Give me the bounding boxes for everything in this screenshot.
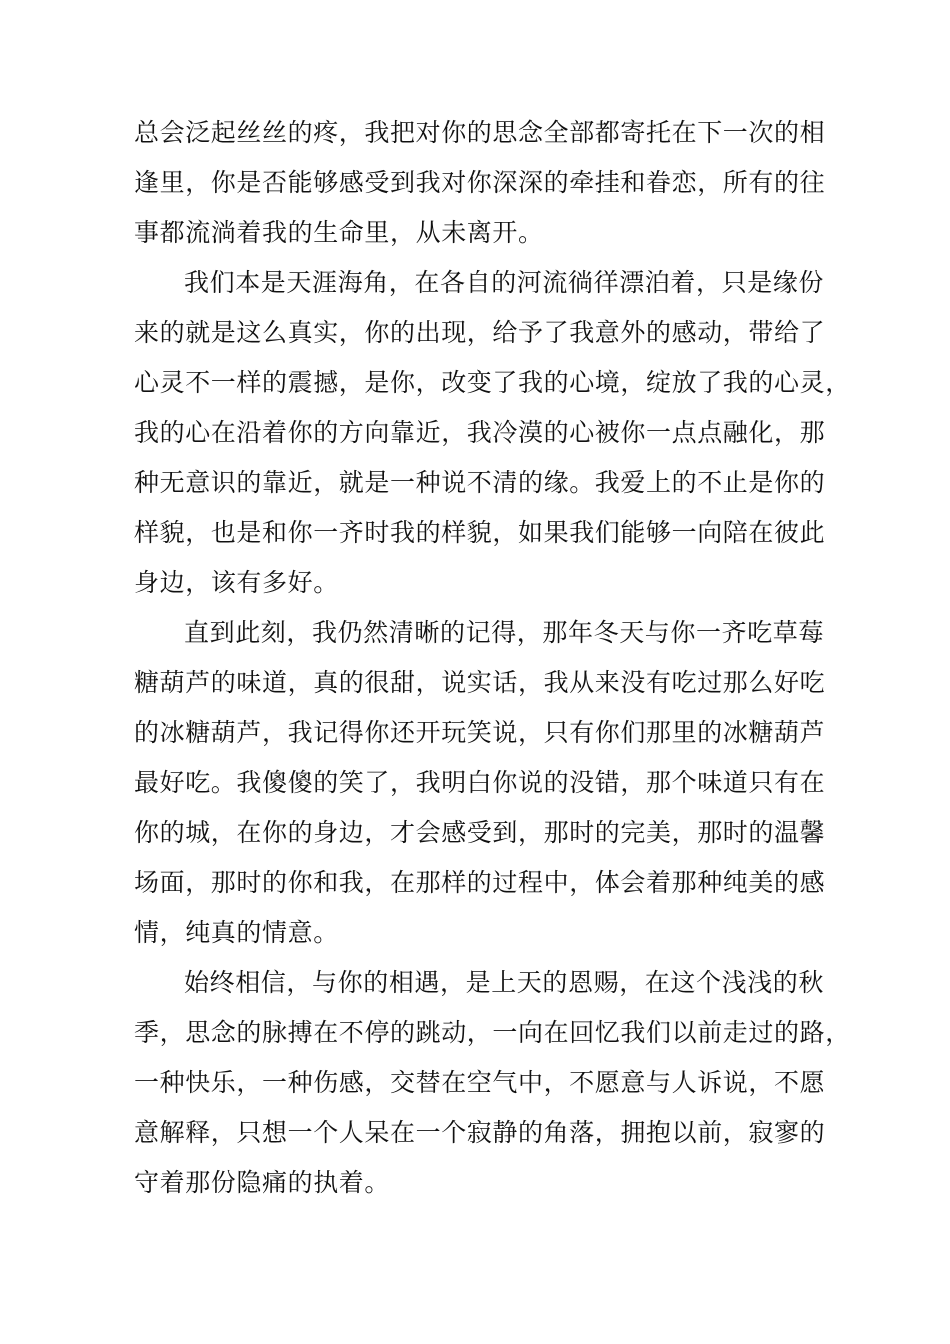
text-line: 心灵不一样的震撼，是你，改变了我的心境，绽放了我的心灵，: [134, 368, 851, 397]
paragraph-first-line: 我们本是天涯海角，在各自的河流徜徉漂泊着，只是缘份: [184, 268, 825, 297]
paragraph-first-line: 直到此刻，我仍然清晰的记得，那年冬天与你一齐吃草莓: [184, 618, 825, 647]
text-line: 逢里，你是否能够感受到我对你深深的牵挂和眷恋，所有的往: [134, 168, 826, 197]
text-line: 的冰糖葫芦，我记得你还开玩笑说，只有你们那里的冰糖葫芦: [134, 718, 826, 747]
text-line: 一种快乐，一种伤感，交替在空气中，不愿意与人诉说，不愿: [134, 1068, 826, 1097]
text-line: 糖葫芦的味道，真的很甜，说实话，我从来没有吃过那么好吃: [134, 668, 826, 697]
text-line: 来的就是这么真实，你的出现，给予了我意外的感动，带给了: [134, 318, 826, 347]
text-line: 季，思念的脉搏在不停的跳动，一向在回忆我们以前走过的路，: [134, 1018, 851, 1047]
text-line: 样貌，也是和你一齐时我的样貌，如果我们能够一向陪在彼此: [134, 518, 826, 547]
text-line: 守着那份隐痛的执着。: [134, 1168, 391, 1197]
text-line: 总会泛起丝丝的疼，我把对你的思念全部都寄托在下一次的相: [134, 118, 826, 147]
paragraph-first-line: 始终相信，与你的相遇，是上天的恩赐，在这个浅浅的秋: [184, 968, 825, 997]
text-line: 我的心在沿着你的方向靠近，我冷漠的心被你一点点融化，那: [134, 418, 826, 447]
text-line: 身边，该有多好。: [134, 568, 339, 597]
text-line: 事都流淌着我的生命里，从未离开。: [134, 218, 544, 247]
text-line: 情，纯真的情意。: [134, 918, 339, 947]
text-line: 你的城，在你的身边，才会感受到，那时的完美，那时的温馨: [134, 818, 826, 847]
text-line: 意解释，只想一个人呆在一个寂静的角落，拥抱以前，寂寥的: [134, 1118, 826, 1147]
text-line: 场面，那时的你和我，在那样的过程中，体会着那种纯美的感: [134, 868, 826, 897]
text-line: 种无意识的靠近，就是一种说不清的缘。我爱上的不止是你的: [134, 468, 826, 497]
text-line: 最好吃。我傻傻的笑了，我明白你说的没错，那个味道只有在: [134, 768, 826, 797]
